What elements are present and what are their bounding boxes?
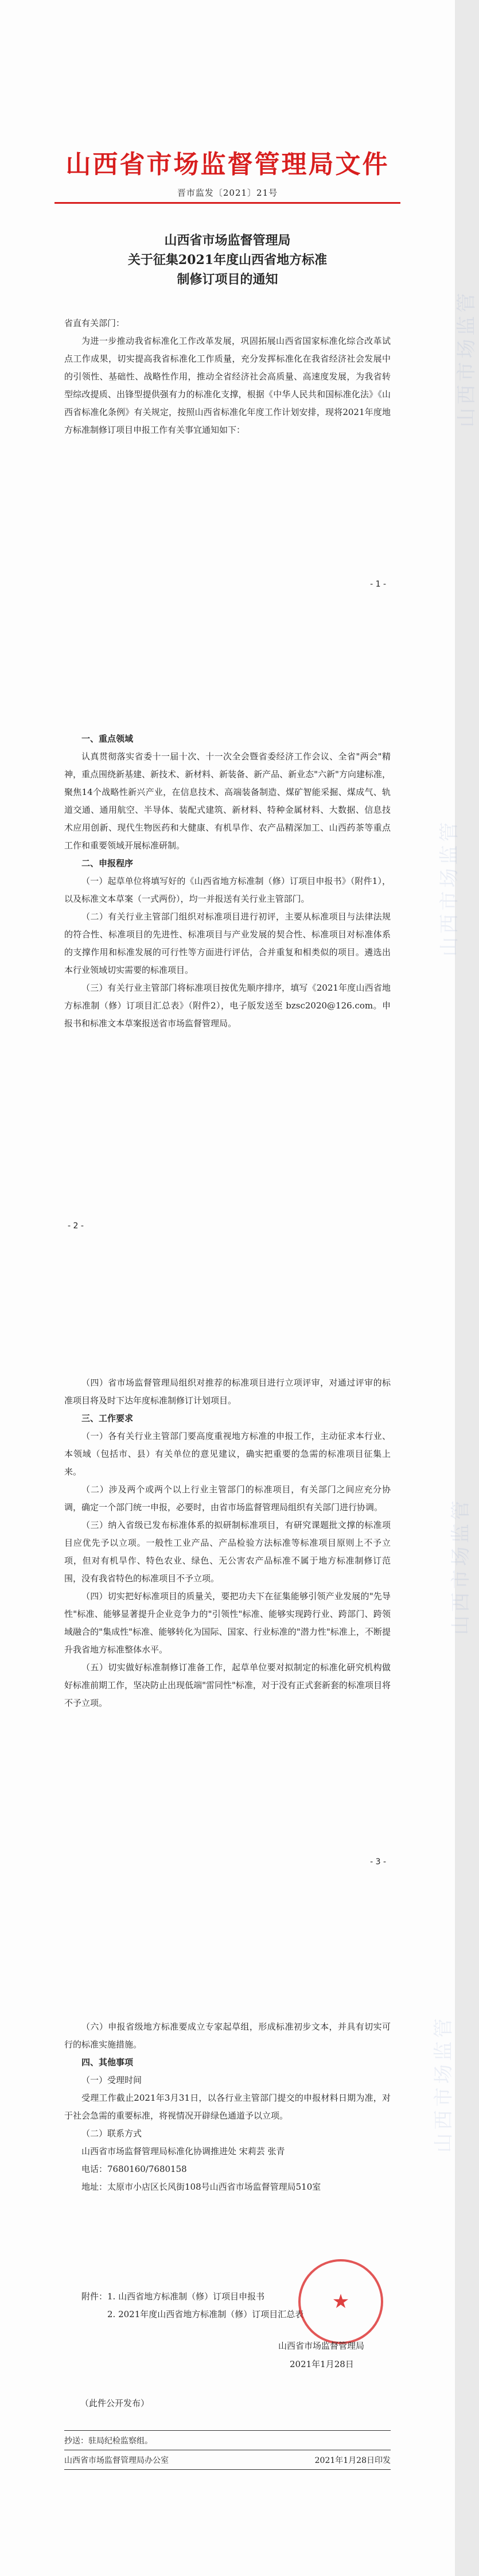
contact-phone: 电话：7680160/7680158 (81, 2164, 187, 2174)
section-1-heading: 一、重点领域 (81, 734, 134, 744)
section-3-item-1: （一）各有关行业主管部门要高度重视地方标准的申报工作，主动征求本行业、本领域（包括市、县）有关单位的意见建议，确实把重要的急需的标准项目征集上来。 (64, 1431, 391, 1477)
star-icon: ★ (332, 2290, 350, 2313)
page-3-body (64, 1374, 391, 1712)
intro-paragraph: 为进一步推动我省标准化工作改革发展，巩固拓展山西省国家标准化综合改革试点工作成果，切实提高我省标准化工作质量，充分发挥标准化在我省经济社会发展中的引领性、基础性、战略性作用，推动全省经济社会高质量、高速度发展，为我省转型综改提质、出锋型提供强有力的标准化支撑，根据《中华人民共和国标准化法》《山西省标准化条例》有关规定，按照山西省标准化年度工作计划安排，现将2021年度地方标准制修订项目申报工作有关事宜通知如下： (64, 336, 391, 435)
watermark: 山西市场监管 (455, 289, 478, 428)
attachment-label: 附件： (81, 2291, 108, 2302)
section-3-item-5: （五）切实做好标准制修订准备工作，起草单位要对拟制定的标准化研究机构做好标准前期工作，坚决防止出现低端"雷同性"标准，对于没有正式套新套的标准项目将不予立项。 (64, 1662, 391, 1708)
footer-rule-bottom (64, 2469, 391, 2470)
section-2-item-3: （三）有关行业主管部门将标准项目按优先顺序排序，填写《2021年度山西省地方标准制（修）订项目汇总表》（附件2），电子版发送至 bzsc2020@126.com。申报书和标准文本草案报送省市场监督管理局。 (64, 983, 391, 1029)
section-4-heading: 四、其他事项 (81, 2057, 134, 2067)
red-divider (54, 202, 400, 204)
page-1 (0, 0, 478, 644)
cc-line: 抄送：驻局纪检监察组。 (64, 2437, 153, 2446)
document-number: 晋市监发〔2021〕21号 (177, 188, 278, 198)
subsection-2-title: （二）联系方式 (81, 2128, 142, 2139)
signature-org: 山西省市场监督管理局 (278, 2341, 365, 2351)
section-2-item-1: （一）起草单位将填写好的《山西省地方标准制（修）订项目申报书》（附件1），以及标准文本草案（一式两份），均一并报送有关行业主管部门。 (64, 876, 391, 904)
section-3-item-6: （六）申报省级地方标准要成立专家起草组，形成标准初步文本，并具有切实可行的标准实施措施。 (64, 2022, 391, 2050)
page-1-body (64, 315, 391, 439)
page-2-body (64, 730, 391, 1033)
title-line-1: 山西省市场监督管理局 (164, 233, 291, 248)
section-3-item-4: （四）切实把好标准项目的质量关，要把功夫下在征集能够引领产业发展的"先导性"标准、能够显著提升企业竞争力的"引领性"标准、能够实现跨行业、跨部门、跨领域融合的"集成性"标准、能够转化为国际、国家、行业标准的"潜力性"标准上，不断提升我省地方标准整体水平。 (64, 1591, 391, 1655)
notice-title (0, 231, 455, 289)
signature-date: 2021年1月28日 (290, 2359, 354, 2369)
watermark: 山西市场监管 (449, 1497, 473, 1635)
page-4 (0, 1932, 455, 2576)
page-number: - 1 - (370, 580, 386, 589)
contact-address: 地址：太原市小店区长风街108号山西省市场监督管理局510室 (81, 2182, 321, 2192)
subsection-1-title: （一）受理时间 (81, 2075, 142, 2085)
document-banner: 山西省市场监督管理局文件 (65, 150, 390, 179)
section-2-item-4: （四）省市场监督管理局组织对推荐的标准项目进行立项评审，对通过评审的标准项目将及时下达年度标准制修订计划项目。 (64, 1378, 391, 1406)
section-3-item-2: （二）涉及两个或两个以上行业主管部门的标准项目，有关部门之间应充分协调，确定一个部门统一申报，必要时，由省市场监督管理局组织有关部门进行协调。 (64, 1484, 391, 1512)
attachment-1: 附件：1. 山西省地方标准制（修）订项目申报书 (81, 2291, 265, 2302)
page-4-body (64, 2018, 391, 2196)
attachment-2: 2. 2021年度山西省地方标准制（修）订项目汇总表 (107, 2309, 304, 2319)
section-1-text: 认真贯彻落实省委十一届十次、十一次全会暨省委经济工作会议、全省"两会"精神，重点围绕新基建、新技术、新材料、新装备、新产品、新业态"六新"方向建标准，聚焦14个战略性新兴产业，在信息技术、高端装备制造、煤矿智能采掘、煤成气、轨道交通、通用航空、半导体、装配式建筑、新材料、特种金属材料、大数据、信息技术应用创新、现代生物医药和大健康、有机旱作、农产品精深加工、山西药茶等重点工作和重要领域开展标准研制。 (64, 751, 391, 851)
section-2-heading: 二、申报程序 (81, 858, 134, 868)
footer-org: 山西省市场监督管理局办公室 (64, 2456, 169, 2465)
contact-department: 山西省市场监督管理局标准化协调推进处 宋莉芸 张青 (81, 2146, 285, 2156)
footer-date: 2021年1月28日印发 (314, 2456, 391, 2465)
salutation: 省直有关部门： (64, 318, 125, 328)
section-3-item-3: （三）纳入省级已发布标准体系的拟研制标准项目，有研究课题批文撑的标准项目应优先予以立项。一般性工业产品、产品检验方法标准等标准项目原则上不予立项，但对有机旱作、特色农业、绿色、无公害农产品标准不属于地方标准制修订范围，没有我省特色的标准项目不予立项。 (64, 1520, 391, 1584)
subsection-1-text: 受理工作截止2021年3月31日，以各行业主管部门提交的申报材料日期为准，对于社会急需的重要标准，将视情况开辟绿色通道予以立项。 (64, 2093, 391, 2121)
section-3-heading: 三、工作要求 (81, 1413, 134, 1423)
page-number: - 2 - (68, 1221, 84, 1231)
title-line-2: 关于征集2021年度山西省地方标准 (127, 253, 328, 267)
watermark: 山西市场监管 (432, 2015, 455, 2153)
page-3 (0, 1288, 473, 1932)
title-line-3: 制修订项目的通知 (177, 272, 278, 287)
footer-rule-top (64, 2430, 391, 2431)
page-number: - 3 - (370, 1857, 386, 1867)
watermark: 山西市场监管 (438, 818, 461, 957)
public-note: （此件公开发布） (80, 2398, 150, 2408)
official-seal (298, 2259, 383, 2344)
section-2-item-2: （二）有关行业主管部门组织对标准项目进行初评，主要从标准项目与法律法规的符合性、标准项目的先进性、标准项目与产业发展的契合性、标准项目对标准体系的支撑作用和标准发展的可行性等方面进行评估，合并重复和相类似的项目。遴选出本行业领域切实需要的标准项目。 (64, 911, 391, 975)
page-2 (0, 644, 461, 1288)
print-footer (64, 2454, 391, 2466)
